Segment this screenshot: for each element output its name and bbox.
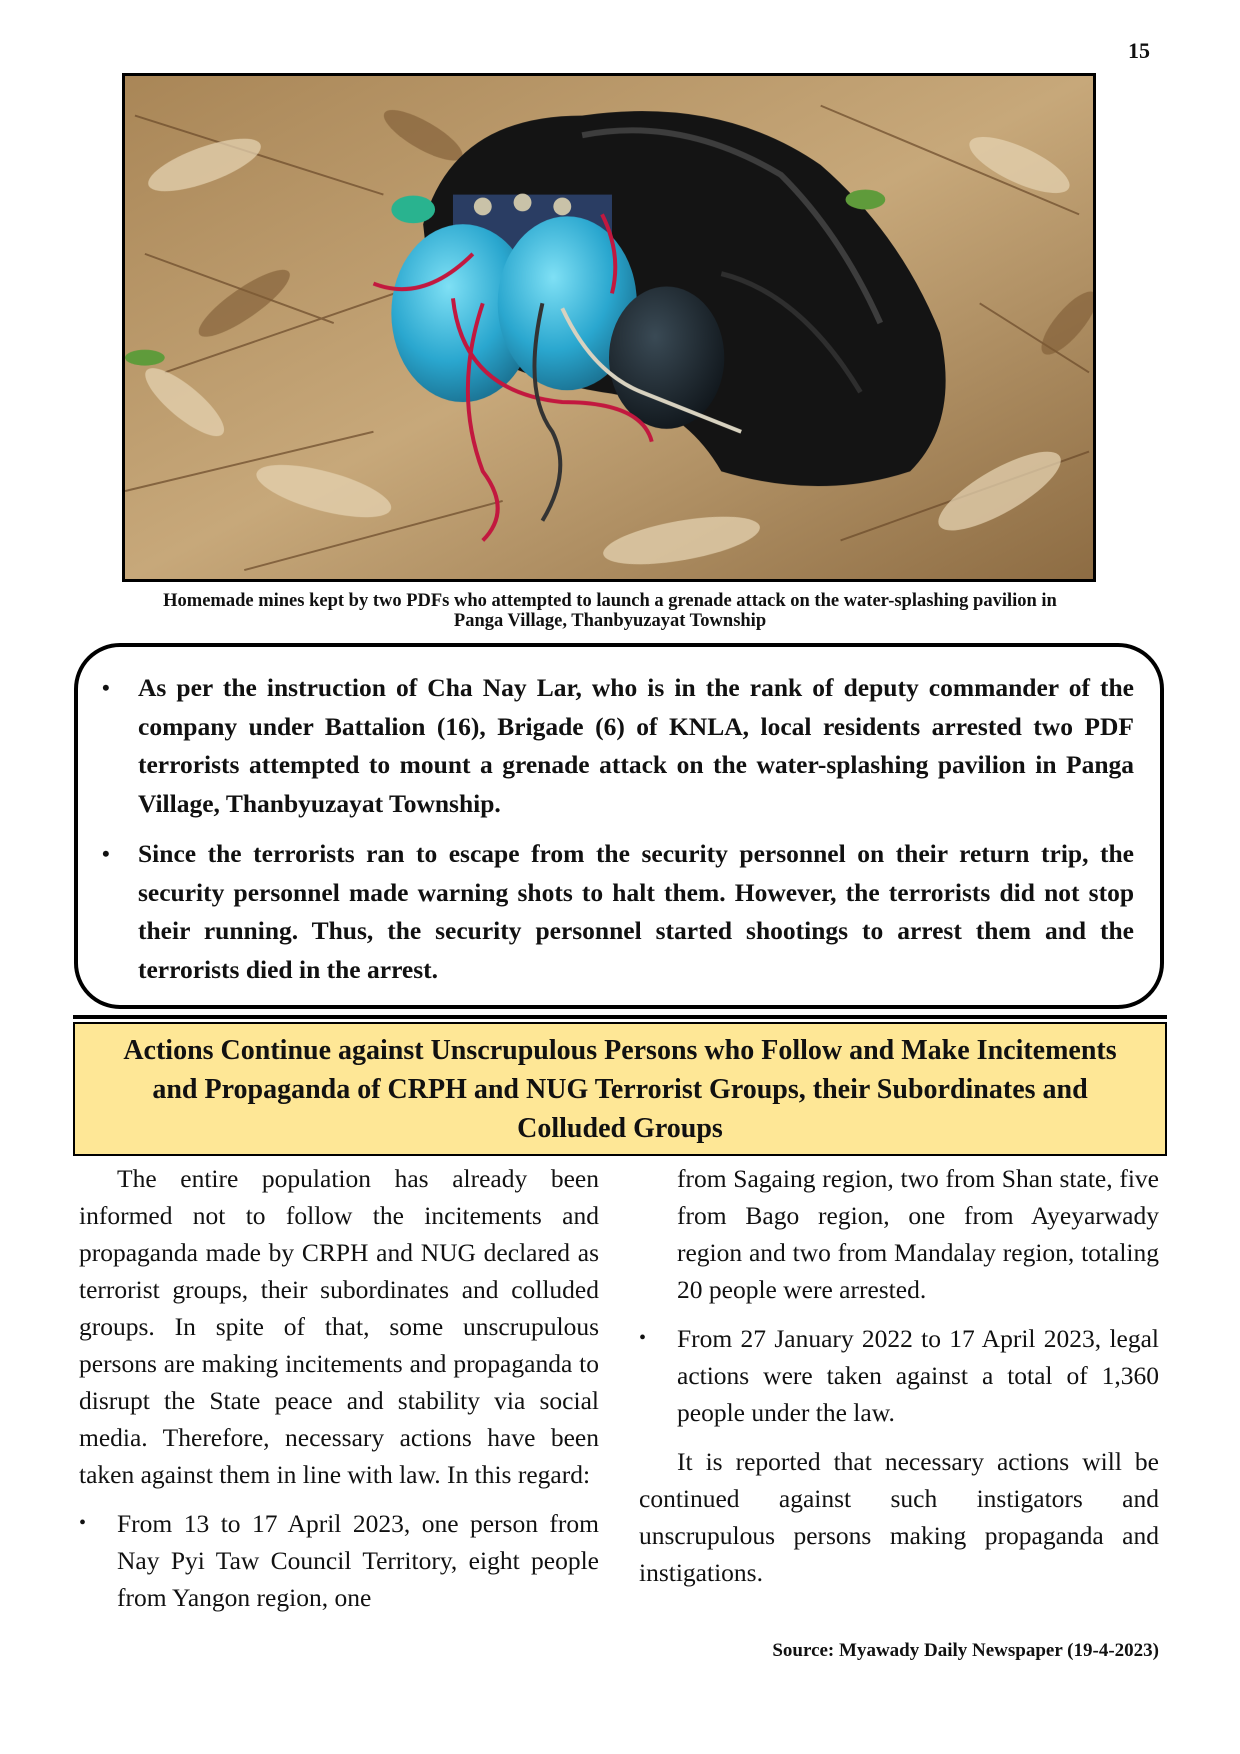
bullet-icon: • [79, 1512, 87, 1534]
article-bullet-text: from Sagaing region, two from Shan state, five from Bago region, one from Ayeyarwady region and two from Mandalay region, totaling 20 people were arrested. [677, 1164, 1159, 1304]
article-bullet-continuation [639, 1160, 1159, 1308]
photo-illustration [125, 76, 1093, 579]
article-headline: Actions Continue against Unscrupulous Persons who Follow and Make Incitements and Propaganda of CRPH and NUG Terrorist Groups, their Subordinates and Colluded Groups [123, 1034, 1117, 1144]
article-closing: It is reported that necessary actions will be continued against such instigators and unscrupulous persons making propaganda and instigations. [639, 1447, 1159, 1587]
caption-line-2: Panga Village, Thanbyuzayat Township [453, 611, 767, 631]
headline-banner [73, 1022, 1167, 1156]
bullet-icon: • [102, 675, 110, 700]
highlight-text: As per the instruction of Cha Nay Lar, who is in the rank of deputy commander of the company under Battalion (16), Brigade (6) of KNLA, local residents arrested two PDF terrorists attempted to mount a grenade attack on the water-splashing pavilion in Panga Village, Thanbyuzayat Township. [138, 673, 1134, 818]
article-bullet-text: From 27 January 2022 to 17 April 2023, legal actions were taken against a total of 1,360 people under the law. [677, 1324, 1159, 1427]
article-bullet-text: From 13 to 17 April 2023, one person from Nay Pyi Taw Council Territory, eight people from Yangon region, one [117, 1509, 599, 1612]
bullet-icon: • [639, 1327, 647, 1349]
news-photo [122, 73, 1096, 582]
bullet-icon: • [102, 841, 110, 866]
article-bullet-list [79, 1505, 599, 1616]
article-bullet-item [639, 1320, 1159, 1431]
photo-caption [90, 591, 1130, 631]
page-number: 15 [1128, 38, 1150, 63]
caption-line-1: Homemade mines kept by two PDFs who attempted to launch a grenade attack on the water-splashing pavilion in [163, 591, 1057, 611]
highlight-item [102, 835, 1134, 989]
article-column-left [79, 1160, 599, 1616]
highlight-box [74, 643, 1164, 1009]
source-credit: Source: Myawady Daily Newspaper (19-4-2023) [772, 1640, 1159, 1661]
highlight-list [78, 647, 1160, 989]
article-bullet-list [639, 1160, 1159, 1431]
section-divider [73, 1015, 1167, 1019]
highlight-item [102, 669, 1134, 823]
article-intro: The entire population has already been informed not to follow the incitements and propaganda made by CRPH and NUG declared as terrorist groups, their subordinates and colluded groups. In spite of that, some unscrupulous persons are making incitements and propaganda to disrupt the State peace and stability via social media. Therefore, necessary actions have been taken against them in line with law. In this regard: [79, 1164, 599, 1489]
article-column-right [639, 1160, 1159, 1591]
article-bullet-item [79, 1505, 599, 1616]
highlight-text: Since the terrorists ran to escape from the security personnel on their return trip, the security personnel made warning shots to halt them. However, the terrorists did not stop their running. Thus, the security personnel started shootings to arrest them and the terrorists died in the arrest. [138, 839, 1134, 984]
